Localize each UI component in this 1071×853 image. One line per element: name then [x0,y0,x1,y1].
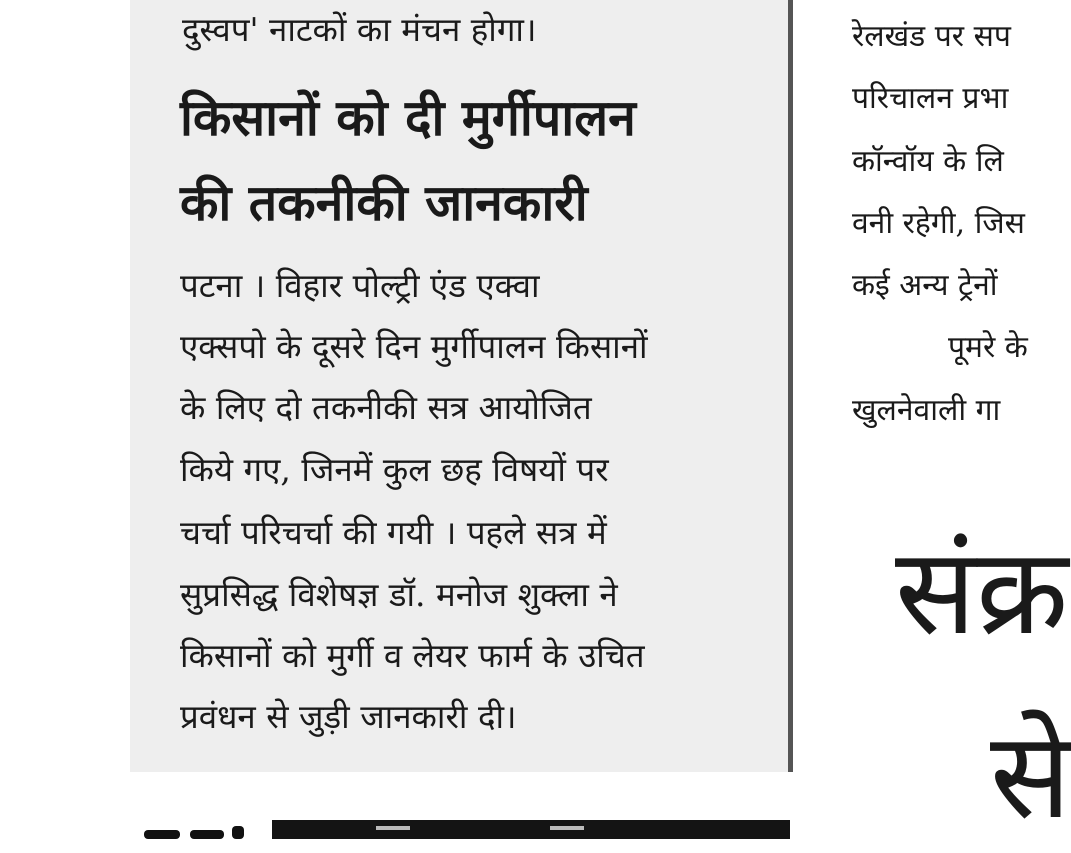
article-body-line: पटना । विहार पोल्ट्री एंड एक्वा [180,266,540,305]
column-divider [788,0,793,772]
cropped-bottom-banner [272,820,790,839]
right-column-line: रेलखंड पर सप [852,19,1011,54]
page-margin [0,0,130,839]
article-body-line: किसानों को मुर्गी व लेयर फार्म के उचित [180,636,645,675]
article-body-line: प्रवंधन से जुड़ी जानकारी दी। [180,697,517,736]
article-headline-line-1: किसानों को दी मुर्गीपालन [180,89,636,147]
article-headline-line-2: की तकनीकी जानकारी [180,174,588,232]
right-big-headline-line-1: संक्र [895,523,1069,662]
article-body-line: एक्सपो के दूसरे दिन मुर्गीपालन किसानों [180,327,648,366]
article-body-line: के लिए दो तकनीकी सत्र आयोजित [180,388,592,427]
right-column-line: कई अन्य ट्रेनों [852,268,998,303]
right-big-headline-line-2: से [990,707,1071,846]
right-column-line: पूमरे के [948,330,1028,365]
right-column-line: परिचालन प्रभा [852,81,1009,116]
right-column-line: खुलनेवाली गा [852,393,1001,428]
right-column-line: कॉन्वॉय के लि [852,144,1004,179]
article-body-line: किये गए, जिनमें कुल छह विषयों पर [180,450,609,489]
right-column-line: वनी रहेगी, जिस [852,206,1025,241]
cropped-bottom-heading [140,824,250,839]
article-body-line: चर्चा परिचर्चा की गयी । पहले सत्र में [180,513,607,552]
article-body-line: सुप्रसिद्ध विशेषज्ञ डॉ. मनोज शुक्ला ने [180,575,618,614]
previous-article-tail: दुस्वप' नाटकों का मंचन होगा। [182,10,537,49]
